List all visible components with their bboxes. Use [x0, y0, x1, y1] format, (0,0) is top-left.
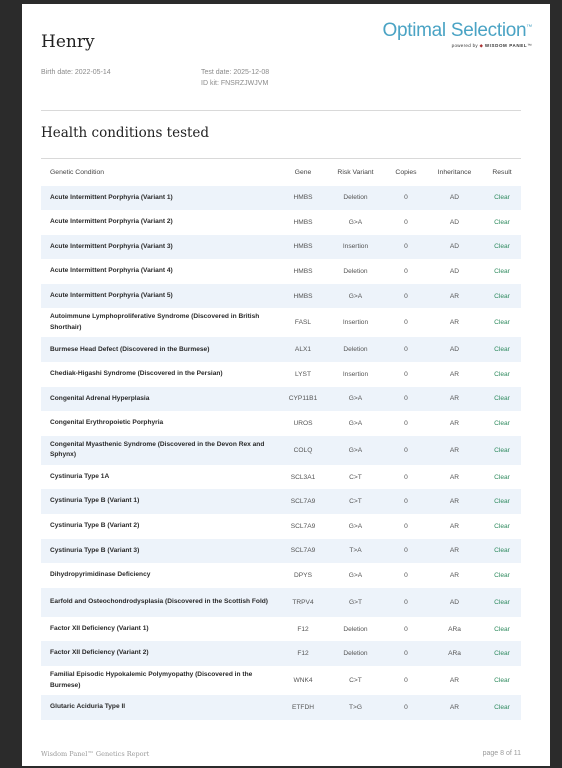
row-gene: DPYS [294, 572, 312, 580]
row-inheritance: AD [449, 218, 460, 226]
row-copies: 0 [404, 703, 408, 711]
row-gene: HMBS [293, 292, 313, 300]
wisdom-panel-icon: ◆ [479, 43, 484, 48]
table-row [41, 666, 521, 695]
row-inheritance: ARa [448, 650, 461, 658]
row-gene: UROS [293, 420, 313, 428]
row-inheritance: AR [449, 572, 460, 580]
header-copies: Copies [395, 168, 417, 176]
row-inheritance: AR [449, 420, 460, 428]
table-row [41, 695, 521, 720]
table-row [41, 539, 521, 564]
section-title: Health conditions tested [41, 125, 210, 141]
table-row [41, 514, 521, 539]
row-risk-variant: Insertion [342, 319, 369, 327]
row-condition: Dihydropyrimidinase Deficiency [50, 571, 151, 579]
table-row [41, 308, 521, 337]
row-condition: Cystinuria Type B (Variant 2) [50, 522, 140, 530]
footer-report-name: Wisdom Panel™ Genetics Report [41, 750, 150, 758]
table-row [41, 411, 521, 436]
row-risk-variant: G>A [348, 218, 363, 226]
row-inheritance: AR [449, 703, 460, 711]
row-risk-variant: G>T [348, 598, 362, 606]
row-risk-variant: Insertion [342, 370, 369, 378]
row-copies: 0 [404, 650, 408, 658]
row-inheritance: AD [449, 268, 460, 276]
row-result: Clear [494, 547, 510, 555]
row-result: Clear [494, 194, 510, 202]
row-gene: COLQ [293, 446, 313, 454]
row-condition: Congenital Erythropoietic Porphyria [50, 419, 164, 427]
row-inheritance: AD [449, 346, 460, 354]
row-condition: Earfold and Osteochondrodysplasia (Discovered in the Scottish Fold) [50, 598, 268, 606]
brand-name: Optimal Selection [382, 20, 527, 41]
row-risk-variant: G>A [348, 420, 363, 428]
row-risk-variant: T>A [349, 547, 362, 555]
row-inheritance: AD [449, 243, 460, 251]
row-copies: 0 [404, 319, 408, 327]
row-result: Clear [494, 370, 510, 378]
row-gene: LYST [294, 370, 311, 378]
row-gene: SCL7A9 [290, 498, 316, 506]
row-risk-variant: Deletion [343, 194, 368, 202]
test-info [201, 67, 269, 89]
birth-date [41, 67, 111, 78]
row-condition: Glutaric Aciduria Type II [50, 703, 126, 711]
row-result: Clear [494, 243, 510, 251]
row-copies: 0 [404, 194, 408, 202]
row-copies: 0 [404, 218, 408, 226]
row-risk-variant: Insertion [342, 243, 369, 251]
row-result: Clear [494, 319, 510, 327]
health-conditions-table [41, 158, 521, 720]
row-inheritance: AR [449, 319, 460, 327]
row-gene: TRPV4 [292, 598, 314, 606]
row-inheritance: AR [449, 446, 460, 454]
partner-name: WISDOM PANEL [484, 43, 528, 48]
table-row [41, 641, 521, 666]
header-risk-variant: Risk Variant [337, 168, 374, 176]
test-date [201, 67, 269, 78]
row-copies: 0 [404, 522, 408, 530]
row-copies: 0 [404, 268, 408, 276]
row-gene: HMBS [293, 218, 313, 226]
test-date-label: Test date: [201, 69, 232, 76]
partner-tm: ™ [527, 43, 532, 48]
row-condition: Acute Intermittent Porphyria (Variant 2) [50, 218, 173, 226]
row-gene: F12 [297, 625, 309, 633]
header-gene: Gene [294, 168, 312, 176]
row-inheritance: AD [449, 194, 460, 202]
row-condition: Burmese Head Defect (Discovered in the Burmese) [50, 345, 210, 353]
row-copies: 0 [404, 498, 408, 506]
row-inheritance: AR [449, 370, 460, 378]
row-copies: 0 [404, 598, 408, 606]
row-condition: Cystinuria Type B (Variant 3) [50, 546, 140, 554]
row-result: Clear [494, 292, 510, 300]
table-row [41, 186, 521, 211]
row-result: Clear [494, 498, 510, 506]
row-result: Clear [494, 703, 510, 711]
row-condition: Congenital Adrenal Hyperplasia [50, 394, 150, 402]
row-copies: 0 [404, 292, 408, 300]
row-gene: HMBS [293, 243, 313, 251]
brand-tm: ™ [526, 24, 532, 31]
row-result: Clear [494, 677, 510, 684]
table-row [41, 563, 521, 588]
table-row [41, 284, 521, 309]
row-condition: Factor XII Deficiency (Variant 1) [50, 624, 149, 632]
row-result: Clear [494, 522, 510, 530]
row-result: Clear [494, 268, 510, 276]
row-gene: SCL7A9 [290, 547, 316, 555]
table-row [41, 436, 521, 465]
row-inheritance: AR [449, 547, 460, 555]
row-copies: 0 [404, 420, 408, 428]
row-copies: 0 [404, 625, 408, 633]
row-risk-variant: Deletion [343, 650, 368, 658]
row-result: Clear [494, 572, 510, 580]
row-risk-variant: C>T [349, 498, 362, 506]
row-risk-variant: Deletion [343, 625, 368, 633]
powered-by-label: powered by [451, 43, 478, 48]
row-gene: SCL3A1 [290, 473, 316, 481]
kit-id [201, 78, 269, 89]
row-copies: 0 [404, 370, 408, 378]
row-result: Clear [494, 473, 510, 481]
birth-date-label: Birth date: [41, 69, 73, 76]
row-gene: ALX1 [294, 346, 312, 354]
row-inheritance: AR [449, 498, 460, 506]
row-copies: 0 [404, 572, 408, 580]
row-condition: Familial Episodic Hypokalemic Polymyopathy (Discovered in the Burmese) [50, 671, 253, 689]
row-condition: Acute Intermittent Porphyria (Variant 3) [50, 242, 173, 250]
row-gene: SCL7A9 [290, 522, 316, 530]
row-risk-variant: G>A [348, 395, 363, 403]
row-result: Clear [494, 395, 510, 403]
row-risk-variant: G>A [348, 522, 363, 530]
row-condition: Acute Intermittent Porphyria (Variant 1) [50, 193, 173, 201]
row-condition: Autoimmune Lymphoproliferative Syndrome (Discovered in British Shorthair) [50, 313, 260, 331]
row-gene: F12 [297, 650, 309, 658]
row-result: Clear [494, 625, 510, 633]
table-row [41, 337, 521, 362]
row-inheritance: AR [449, 522, 460, 530]
brand-logo [382, 20, 532, 49]
row-risk-variant: Deletion [343, 268, 368, 276]
table-header-row [41, 159, 521, 186]
row-condition: Congenital Myasthenic Syndrome (Discovered in the Devon Rex and Sphynx) [50, 440, 265, 459]
row-copies: 0 [404, 547, 408, 555]
table-row [41, 210, 521, 235]
row-result: Clear [494, 420, 510, 428]
row-gene: HMBS [293, 194, 313, 202]
table-row [41, 465, 521, 490]
row-gene: ETFDH [292, 703, 314, 711]
header-condition: Genetic Condition [50, 168, 105, 176]
table-row [41, 489, 521, 514]
test-date-value: 2025-12-08 [233, 69, 270, 76]
pet-name: Henry [41, 32, 95, 52]
table-row [41, 362, 521, 387]
row-condition: Chediak-Higashi Syndrome (Discovered in the Persian) [50, 370, 223, 378]
kit-id-value: FNSRZJWJVM [220, 80, 269, 87]
row-inheritance: AR [449, 395, 460, 403]
section-divider [41, 110, 521, 111]
page-number: page 8 of 11 [482, 750, 521, 757]
row-condition: Cystinuria Type 1A [50, 472, 110, 480]
row-condition: Cystinuria Type B (Variant 1) [50, 497, 140, 505]
kit-id-label: ID kit: [201, 80, 219, 87]
table-row [41, 617, 521, 642]
row-risk-variant: C>T [349, 473, 362, 481]
table-row [41, 387, 521, 412]
row-copies: 0 [404, 446, 408, 454]
row-result: Clear [494, 346, 510, 354]
row-inheritance: AR [449, 677, 460, 684]
table-row [41, 259, 521, 284]
header-result: Result [492, 168, 512, 176]
row-risk-variant: G>A [348, 292, 363, 300]
table-row [41, 235, 521, 260]
report-page [22, 4, 550, 766]
row-gene: CYP11B1 [288, 395, 318, 403]
row-risk-variant: T>G [348, 703, 362, 711]
row-copies: 0 [404, 677, 408, 684]
row-gene: FASL [294, 319, 312, 327]
row-risk-variant: C>T [349, 677, 362, 684]
row-result: Clear [494, 218, 510, 226]
row-copies: 0 [404, 473, 408, 481]
row-risk-variant: Deletion [343, 346, 368, 354]
table-row [41, 588, 521, 617]
row-copies: 0 [404, 243, 408, 251]
row-gene: HMBS [293, 268, 313, 276]
row-risk-variant: G>A [348, 446, 363, 454]
row-condition: Acute Intermittent Porphyria (Variant 5) [50, 291, 173, 299]
row-copies: 0 [404, 395, 408, 403]
row-result: Clear [494, 598, 510, 606]
row-inheritance: ARa [448, 625, 461, 633]
row-condition: Acute Intermittent Porphyria (Variant 4) [50, 267, 173, 275]
header-inheritance: Inheritance [437, 168, 472, 176]
row-result: Clear [494, 650, 510, 658]
row-inheritance: AR [449, 473, 460, 481]
birth-date-value: 2022-05-14 [74, 69, 111, 76]
row-inheritance: AD [449, 598, 460, 606]
row-condition: Factor XII Deficiency (Variant 2) [50, 649, 149, 657]
row-inheritance: AR [449, 292, 460, 300]
row-risk-variant: G>A [348, 572, 363, 580]
row-result: Clear [494, 446, 510, 454]
row-gene: WNK4 [293, 677, 313, 684]
row-copies: 0 [404, 346, 408, 354]
